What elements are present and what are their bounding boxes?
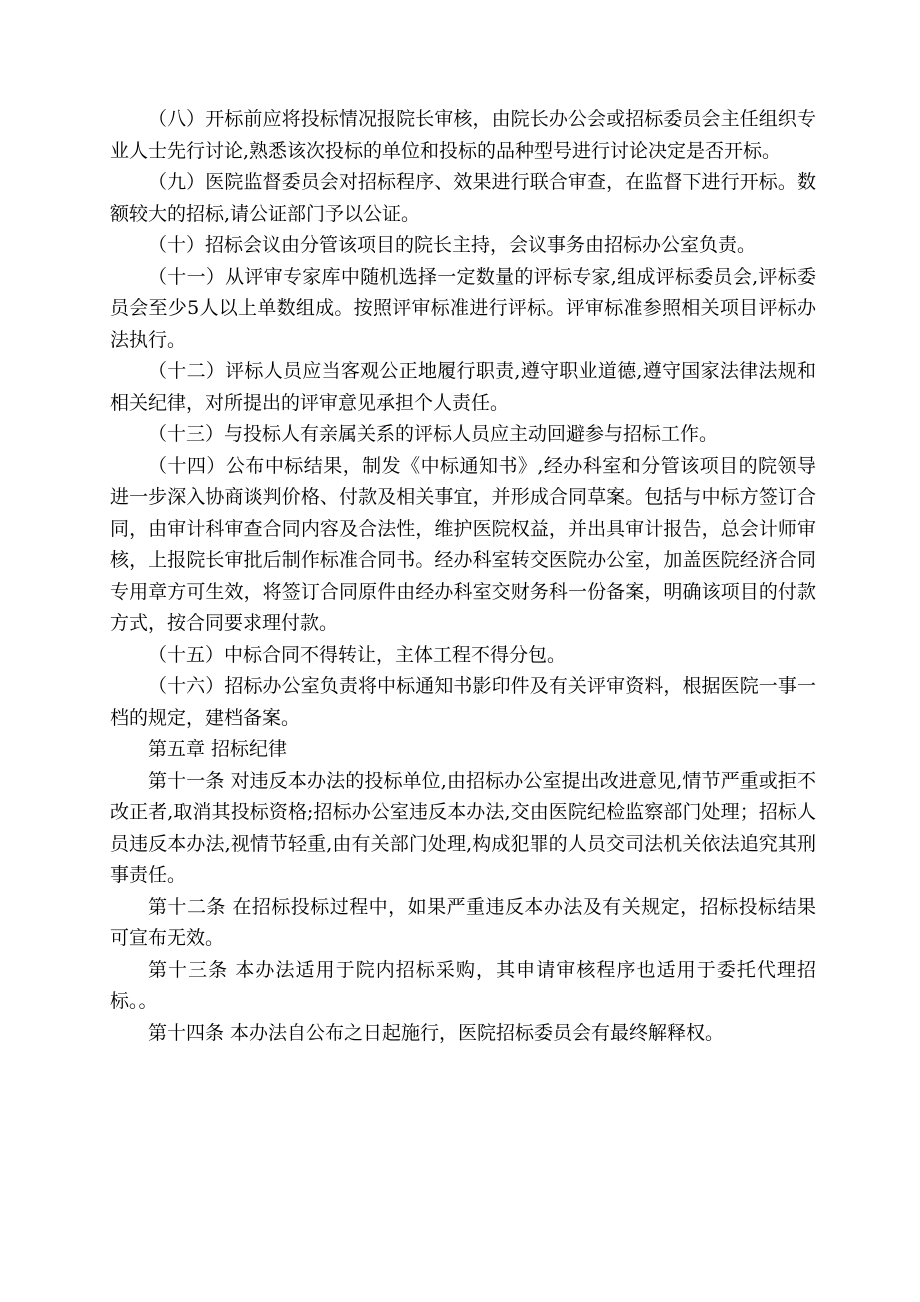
chapter-heading: 第五章 招标纪律 [148, 738, 288, 760]
clause-15: （十五）中标合同不得转让，主体工程不得分包。 [148, 643, 567, 666]
clause-16: （十六）招标办公室负责将中标通知书影印件及有关评审资料，根据医院一事一档的规定，建档备案。 [110, 675, 816, 729]
article-13: 第十三条 本办法适用于院内招标采购，其申请审核程序也适用于委托代理招标。。 [110, 958, 816, 1012]
article-12: 第十二条 在招标投标过程中，如果严重违反本办法及有关规定，招标投标结果可宣布无效。 [110, 895, 816, 949]
clause-12: （十二）评标人员应当客观公正地履行职责,遵守职业道德,遵守国家法律法规和相关纪律，对所提出的评审意见承担个人责任。 [110, 360, 816, 414]
clause-8: （八）开标前应将投标情况报院长审核，由院长办公会或招标委员会主任组织专业人士先行讨论,熟悉该次投标的单位和投标的品种型号进行讨论决定是否开标。 [110, 108, 816, 162]
clause-14: （十四）公布中标结果，制发《中标通知书》,经办科室和分管该项目的院领导进一步深入协商谈判价格、付款及相关事宜，并形成合同草案。包括与中标方签订合同，由审计科审查合同内容及合法性，维护医院权益，并出具审计报告，总会计师审核，上报院长审批后制作标准合同书。经办科室转交医院办公室，加盖医院经济合同专用章方可生效，将签订合同原件由经办科室交财务科一份备案，明确该项目的付款方式，按合同要求理付款。 [110, 454, 816, 634]
clause-10: （十）招标会议由分管该项目的院长主持，会议事务由招标办公室负责。 [148, 234, 757, 256]
article-11: 第十一条 对违反本办法的投标单位,由招标办公室提出改进意见,情节严重或拒不改正者,取消其投标资格;招标办公室违反本办法,交由医院纪检监察部门处理；招标人员违反本办法,视情节轻重,由有关部门处理,构成犯罪的人员交司法机关依法追究其刑事责任。 [110, 769, 816, 886]
clause-9: （九）医院监督委员会对招标程序、效果进行联合审查，在监督下进行开标。数额较大的招标,请公证部门予以公证。 [110, 171, 816, 225]
clause-11: （十一）从评审专家库中随机选择一定数量的评标专家,组成评标委员会,评标委员会至少5人以上单数组成。按照评审标准进行评标。评审标准参照相关项目评标办法执行。 [110, 265, 816, 351]
clause-13: （十三）与投标人有亲属关系的评标人员应主动回避参与招标工作。 [148, 423, 719, 445]
article-14: 第十四条 本办法自公布之日起施行，医院招标委员会有最终解释权。 [148, 1021, 725, 1044]
document-page [110, 104, 816, 1049]
